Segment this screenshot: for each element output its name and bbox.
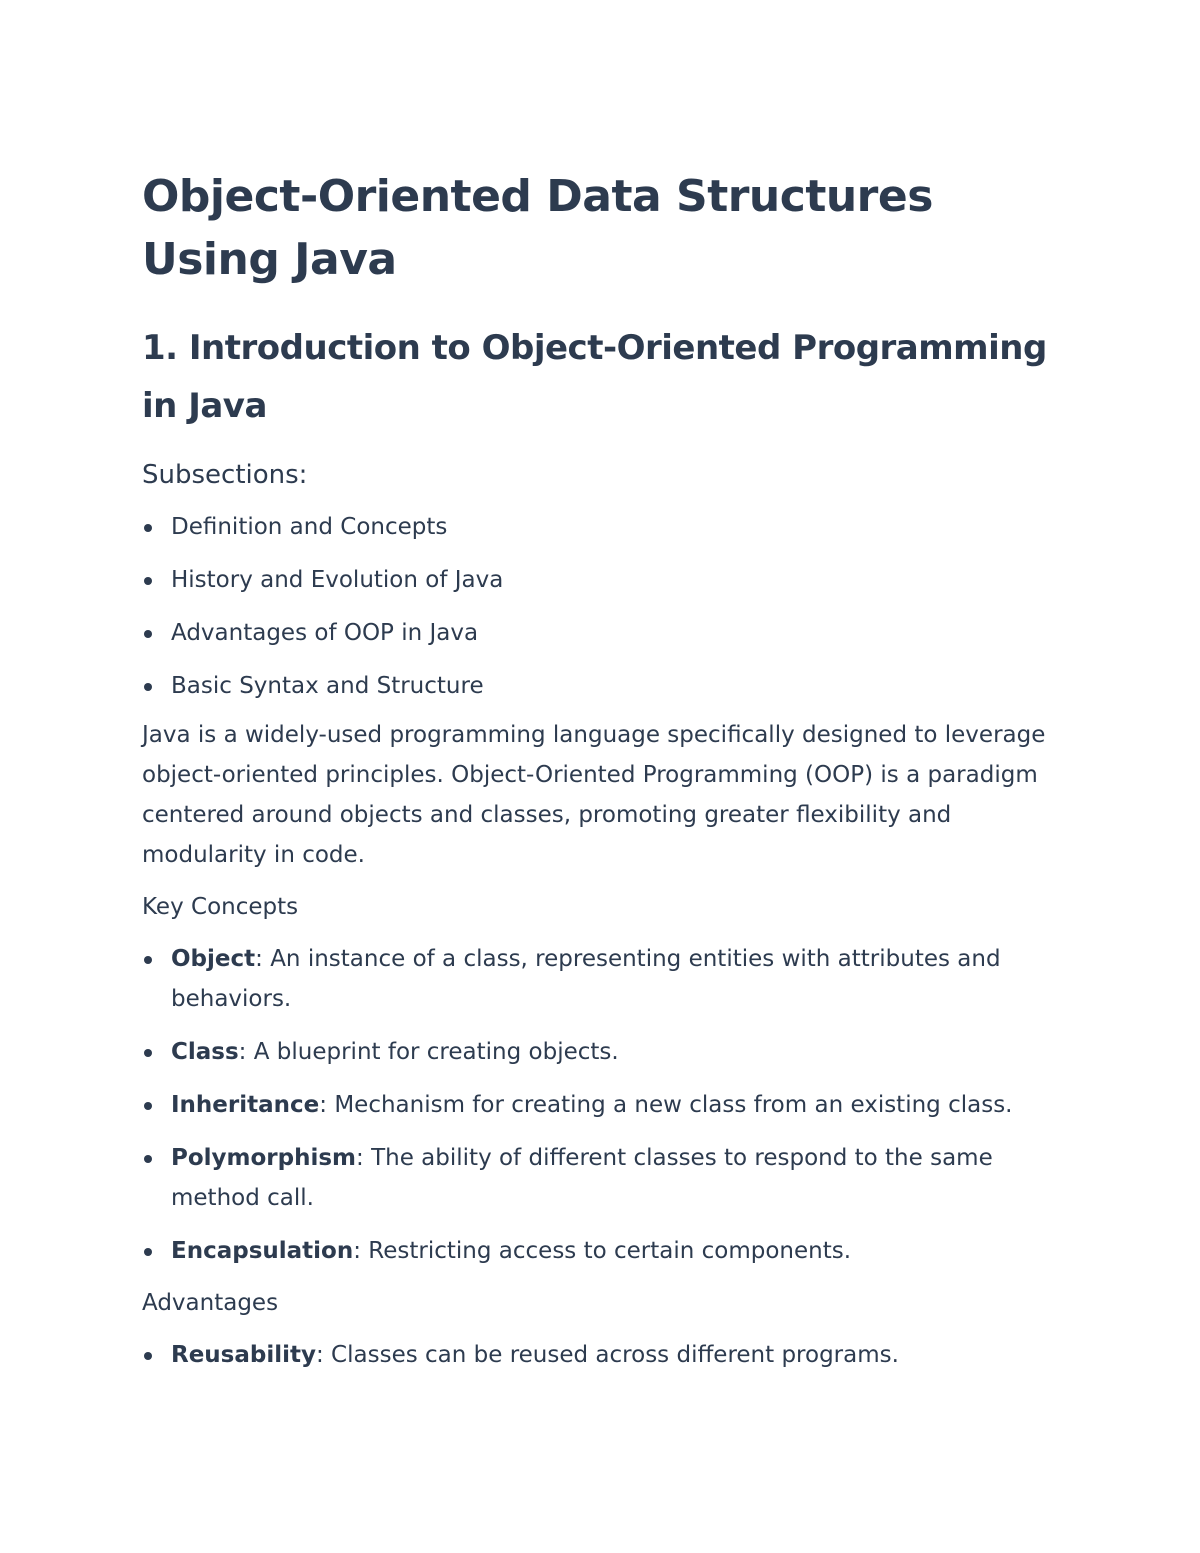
concept-separator: : [353,1238,361,1264]
section-heading: 1. Introduction to Object-Oriented Programming in Java [142,328,1047,426]
concept-separator: : [255,946,263,972]
list-item: History and Evolution of Java [142,560,1062,600]
subsections-label: Subsections: [142,460,308,490]
list-item: Basic Syntax and Structure [142,666,1062,706]
concept-description: Restricting access to certain components. [360,1238,852,1264]
advantage-term: Reusability [171,1342,316,1368]
advantages-label: Advantages [142,1290,279,1316]
concept-description: The ability of different classes to respond to the same method call. [171,1145,993,1211]
list-item: Advantages of OOP in Java [142,613,1062,653]
concept-term: Inheritance [171,1092,320,1118]
subsections-list [142,507,1062,706]
key-concepts-list [142,939,1062,1271]
concept-term: Polymorphism [171,1145,357,1171]
list-item: Definition and Concepts [142,507,1062,547]
advantage-description: Classes can be reused across different programs. [323,1342,899,1368]
concept-separator: : [319,1092,328,1118]
concept-term: Class [171,1039,239,1065]
list-item [142,1138,1062,1218]
list-item [142,1085,1062,1125]
list-item [142,1032,1062,1072]
list-item [142,939,1062,1019]
document-page [142,165,1062,1375]
concept-separator: : [238,1039,247,1065]
concept-term: Encapsulation [171,1238,354,1264]
concept-term: Object [171,946,256,972]
key-concepts-label: Key Concepts [142,894,299,920]
concept-description: Mechanism for creating a new class from an existing class. [327,1092,1013,1118]
advantages-list [142,1335,1062,1375]
list-item [142,1231,1062,1271]
concept-description: An instance of a class, representing entities with attributes and behaviors. [171,946,1001,1012]
advantage-separator: : [316,1342,324,1368]
document-title: Object-Oriented Data Structures Using Java [142,171,933,285]
concept-separator: : [356,1145,364,1171]
intro-paragraph: Java is a widely-used programming language specifically designed to leverage object-oriented principles. Object-Oriented Programming (OOP) is a paradigm centered around objects and classes, promoting greater flexibility and modularity in code. [142,722,1046,868]
list-item [142,1335,1062,1375]
concept-description: A blueprint for creating objects. [246,1039,619,1065]
